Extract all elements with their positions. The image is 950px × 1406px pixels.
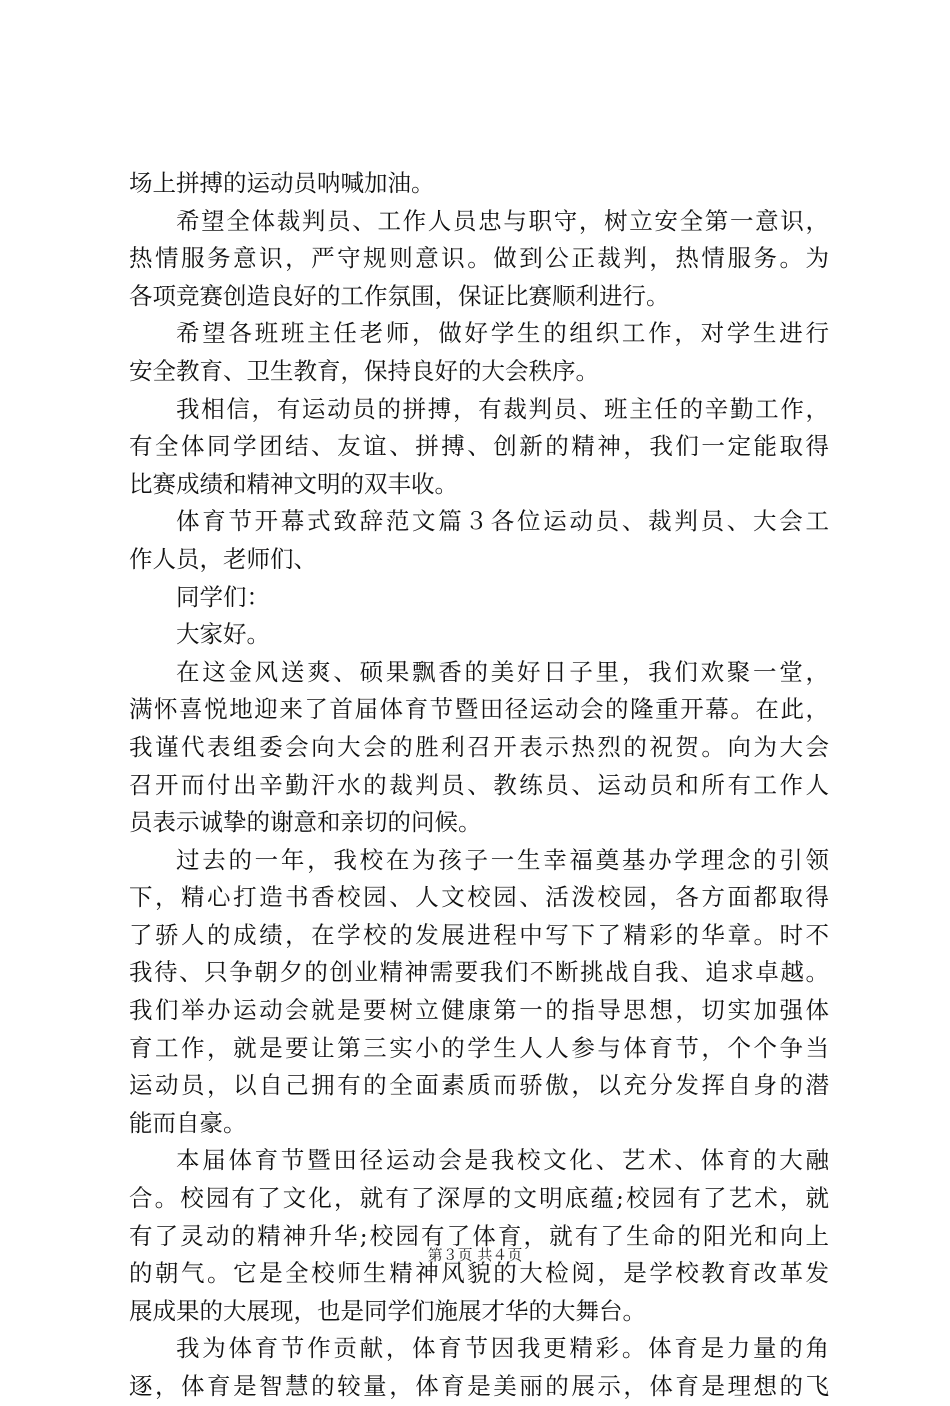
text-line: 满怀喜悦地迎来了首届体育节暨田径运动会的隆重开幕。在此， [129,695,829,724]
text-line: 比赛成绩和精神文明的双丰收。 [129,469,458,498]
text-line: 场上拼搏的运动员呐喊加油。 [129,169,435,197]
text-line: 了骄人的成绩，在学校的发展进程中写下了精彩的华章。时不 [129,920,829,949]
text-line: 在这金风送爽、硕果飘香的美好日子里，我们欢聚一堂， [176,657,829,686]
text-line: 下，精心打造书香校园、人文校园、活泼校园，各方面都取得 [129,883,829,912]
text-line: 运动员，以自己拥有的全面素质而骄傲，以充分发挥自身的潜 [129,1071,829,1100]
text-line: 体育节开幕式致辞范文篇３各位运动员、裁判员、大会工 [176,507,829,536]
text-line: 希望各班班主任老师，做好学生的组织工作，对学生进行 [176,319,829,348]
text-line: 有了灵动的精神升华;校园有了体育，就有了生命的阳光和向上 [129,1221,829,1250]
text-line: 大家好。 [176,620,270,649]
text-line: 员表示诚挚的谢意和亲切的问候。 [129,808,482,837]
text-line: 逐，体育是智慧的较量，体育是美丽的展示，体育是理想的飞 [129,1372,829,1400]
text-line: 我相信，有运动员的拼搏，有裁判员、班主任的辛勤工作， [176,394,829,423]
text-line: 我们举办运动会就是要树立健康第一的指导思想，切实加强体 [129,996,829,1025]
text-line: 我待、只争朝夕的创业精神需要我们不断挑战自我、追求卓越。 [129,958,829,987]
text-line: 展成果的大展现，也是同学们施展才华的大舞台。 [129,1296,646,1325]
text-line: 我谨代表组委会向大会的胜利召开表示热烈的祝贺。向为大会 [129,732,829,761]
text-line: 希望全体裁判员、工作人员忠与职守，树立安全第一意识， [176,206,829,235]
text-line: 育工作，就是要让第三实小的学生人人参与体育节，个个争当 [129,1033,829,1062]
text-line: 同学们： [176,582,270,611]
text-line: 召开而付出辛勤汗水的裁判员、教练员、运动员和所有工作人 [129,770,829,799]
page-number: 第３页 共４页 [427,1246,523,1264]
text-line: 有全体同学团结、友谊、拼搏、创新的精神，我们一定能取得 [129,432,829,461]
document-body [129,165,829,1406]
text-line: 能而自豪。 [129,1108,247,1137]
text-line: 安全教育、卫生教育，保持良好的大会秩序。 [129,356,599,385]
text-line: 合。校园有了文化，就有了深厚的文明底蕴;校园有了艺术，就 [129,1184,829,1213]
page-footer [0,1244,950,1265]
text-line: 各项竞赛创造良好的工作氛围，保证比赛顺利进行。 [129,281,670,310]
text-line: 本届体育节暨田径运动会是我校文化、艺术、体育的大融 [176,1146,829,1175]
text-line: 热情服务意识，严守规则意识。做到公正裁判，热情服务。为 [129,244,829,273]
text-line: 的朝气。它是全校师生精神风貌的大检阅，是学校教育改革发 [129,1259,829,1288]
text-line: 过去的一年，我校在为孩子一生幸福奠基办学理念的引领 [176,845,829,874]
text-line: 作人员，老师们、 [129,544,317,573]
text-line: 我为体育节作贡献，体育节因我更精彩。体育是力量的角 [176,1334,829,1363]
